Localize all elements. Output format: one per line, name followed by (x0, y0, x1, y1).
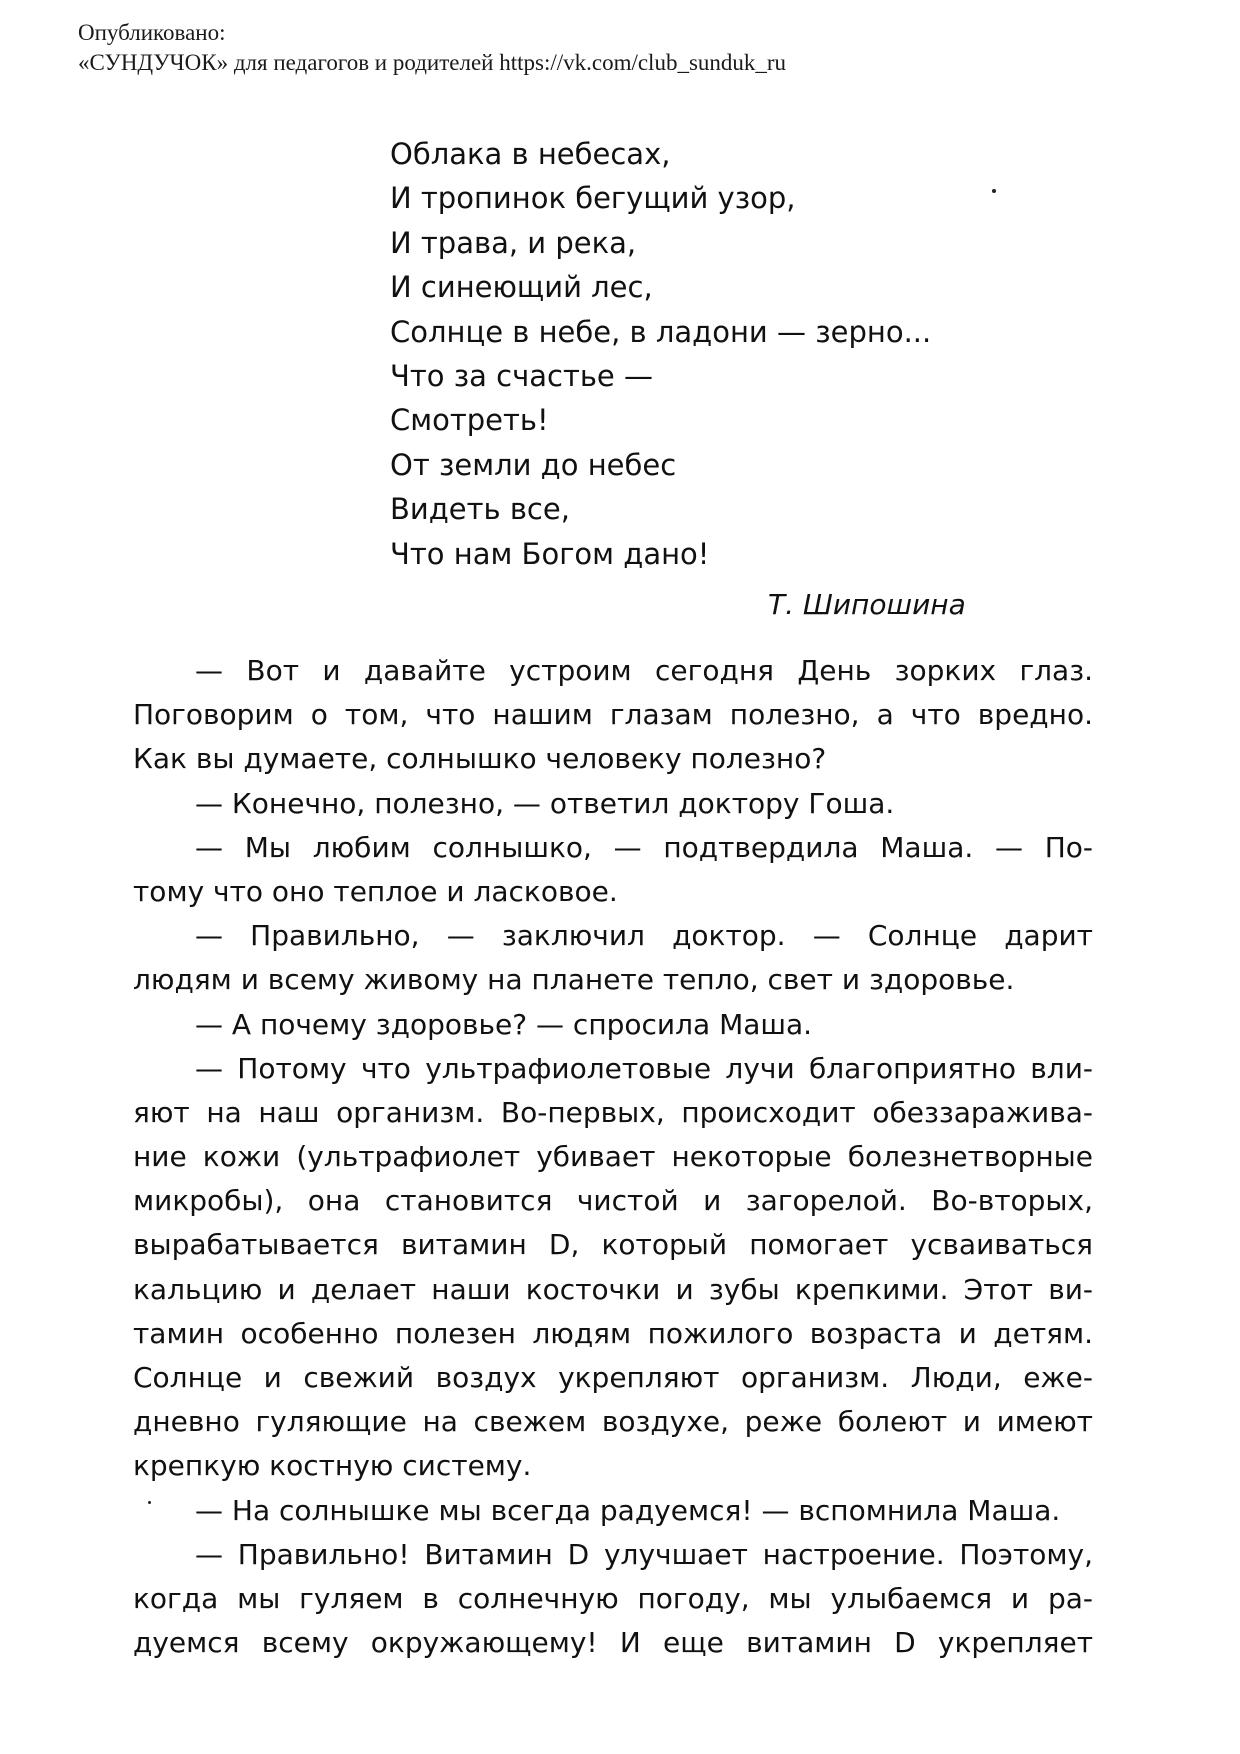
scan-speck (992, 189, 996, 193)
prose-line: Поговорим о том, что нашим глазам полезно, а что вредно. (133, 698, 1093, 732)
prose-line: микробы), она становится чистой и загорелой. Во-вторых, (133, 1184, 1093, 1218)
prose-line: — Мы любим солнышко, — подтвердила Маша. — По- (195, 830, 1093, 864)
poem-line: Видеть все, (390, 492, 570, 527)
prose-line: — Правильно, — заключил доктор. — Солнце дарит (195, 919, 1093, 953)
scan-speck (148, 1501, 151, 1504)
prose-line: — Правильно! Витамин D улучшает настроение. Поэтому, (195, 1537, 1093, 1571)
prose-line: — Потому что ультрафиолетовые лучи благоприятно вли- (195, 1051, 1093, 1085)
prose-line: тому что оно теплое и ласковое. (133, 874, 618, 908)
header-published-label: Опубликовано: (78, 20, 226, 45)
prose-line: ние кожи (ультрафиолет убивает некоторые болезнетворные (133, 1140, 1093, 1174)
header-source-line: «СУНДУЧОК» для педагогов и родителей https://vk.com/club_sunduk_ru (78, 50, 787, 75)
prose-line: яют на наш организм. Во-первых, происходит обеззаражива- (133, 1095, 1093, 1129)
prose-line: — Конечно, полезно, — ответил доктору Гоша. (195, 786, 895, 820)
prose-line: кальцию и делает наши косточки и зубы крепкими. Этот ви- (133, 1272, 1093, 1306)
poem-line: Облака в небесах, (390, 137, 671, 171)
prose-line: Солнце и свежий воздух укрепляют организм. Люди, еже- (133, 1361, 1093, 1394)
prose-line: крепкую костную систему. (133, 1449, 532, 1483)
prose-line: вырабатывается витамин D, который помогает усваиваться (133, 1228, 1093, 1262)
prose-line: когда мы гуляем в солнечную погоду, мы улыбаемся и ра- (133, 1581, 1093, 1615)
poem-line: И синеющий лес, (390, 270, 653, 305)
poem-line: Что за счастье — (390, 359, 653, 394)
prose-line: — Вот и давайте устроим сегодня День зорких глаз. (195, 654, 1093, 687)
prose-line: — На солнышке мы всегда радуемся! — вспомнила Маша. (195, 1493, 1061, 1527)
prose-line: дневно гуляющие на свежем воздухе, реже болеют и имеют (133, 1405, 1093, 1439)
poem-line: Солнце в небе, в ладони — зерно... (390, 314, 932, 349)
poem-author: Т. Шипошина (768, 588, 966, 621)
poem-line: От земли до небес (390, 447, 677, 482)
poem-line: Смотреть! (390, 403, 549, 438)
prose-line: дуемся всему окружающему! И еще витамин D укрепляет (133, 1626, 1093, 1660)
publication-header (78, 18, 786, 78)
prose-line: — А почему здоровье? — спросила Маша. (195, 1007, 813, 1041)
prose-line: людям и всему живому на планете тепло, свет и здоровье. (133, 963, 1015, 997)
poem-line: Что нам Богом дано! (390, 536, 710, 571)
poem-line: И тропинок бегущий узор, (390, 181, 796, 216)
poem-line: И трава, и река, (390, 225, 637, 260)
prose-body (133, 649, 1093, 1665)
prose-line: Как вы думаете, солнышко человеку полезно? (133, 742, 827, 776)
poem (390, 132, 931, 576)
prose-line: тамин особенно полезен людям пожилого возраста и детям. (133, 1316, 1093, 1350)
